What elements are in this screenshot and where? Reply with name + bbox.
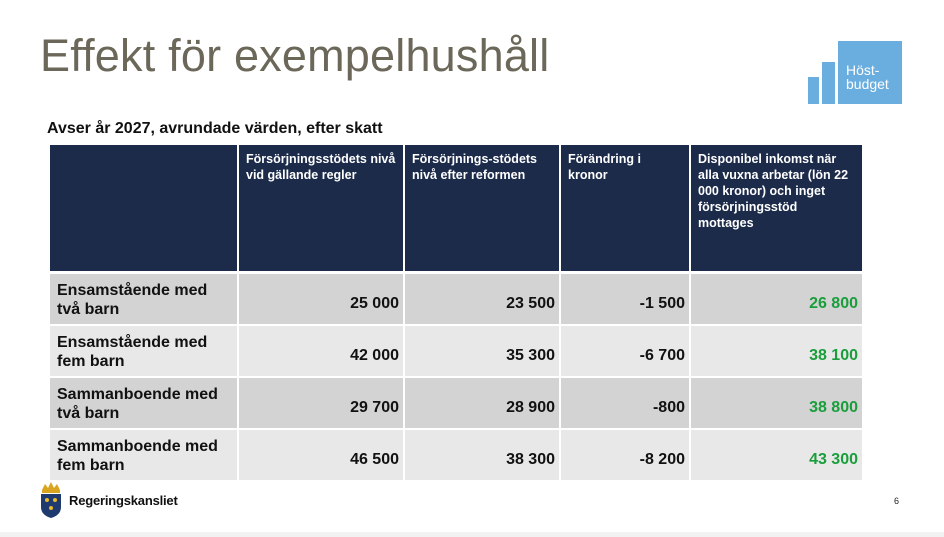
after-reform-cell: 35 300 — [404, 325, 560, 377]
table-header-row — [50, 145, 862, 273]
household-effect-table — [50, 145, 862, 480]
header-empty — [50, 145, 238, 273]
current-level-cell: 46 500 — [238, 429, 404, 480]
logo-text — [840, 63, 908, 91]
after-reform-cell: 28 900 — [404, 377, 560, 429]
row-label: Sammanboende med två barn — [50, 377, 238, 429]
current-level-cell: 25 000 — [238, 273, 404, 326]
table-row — [50, 377, 862, 429]
footer-org-name: Regeringskansliet — [69, 493, 178, 508]
header-current-level: Försörjningsstödets nivå vid gällande regler — [238, 145, 404, 273]
page-number: 6 — [894, 496, 900, 506]
change-cell: -800 — [560, 377, 690, 429]
change-cell: -1 500 — [560, 273, 690, 326]
current-level-cell: 29 700 — [238, 377, 404, 429]
logo-text-line2: budget — [846, 76, 889, 92]
disposable-income-cell: 38 100 — [690, 325, 862, 377]
logo-text-line1: Höst- — [846, 62, 880, 78]
after-reform-cell: 23 500 — [404, 273, 560, 326]
change-cell: -8 200 — [560, 429, 690, 480]
row-label: Ensamstående med fem barn — [50, 325, 238, 377]
disposable-income-cell: 26 800 — [690, 273, 862, 326]
disposable-income-cell: 43 300 — [690, 429, 862, 480]
header-level-after-reform: Försörjnings-stödets nivå efter reformen — [404, 145, 560, 273]
table-row — [50, 429, 862, 480]
after-reform-cell: 38 300 — [404, 429, 560, 480]
current-level-cell: 42 000 — [238, 325, 404, 377]
row-label: Sammanboende med fem barn — [50, 429, 238, 480]
crown-emblem-icon — [38, 481, 64, 519]
table-subtitle: Avser år 2027, avrundade värden, efter skatt — [47, 120, 383, 137]
disposable-income-cell: 38 800 — [690, 377, 862, 429]
header-change: Förändring i kronor — [560, 145, 690, 273]
table-row — [50, 325, 862, 377]
header-disposable-income: Disponibel inkomst när alla vuxna arbetar (lön 22 000 kronor) och inget försörjningsstöd mottages — [690, 145, 862, 273]
bottom-divider — [0, 532, 944, 537]
change-cell: -6 700 — [560, 325, 690, 377]
slide-title: Effekt för exempelhushåll — [40, 30, 550, 81]
table-row — [50, 273, 862, 326]
row-label: Ensamstående med två barn — [50, 273, 238, 326]
